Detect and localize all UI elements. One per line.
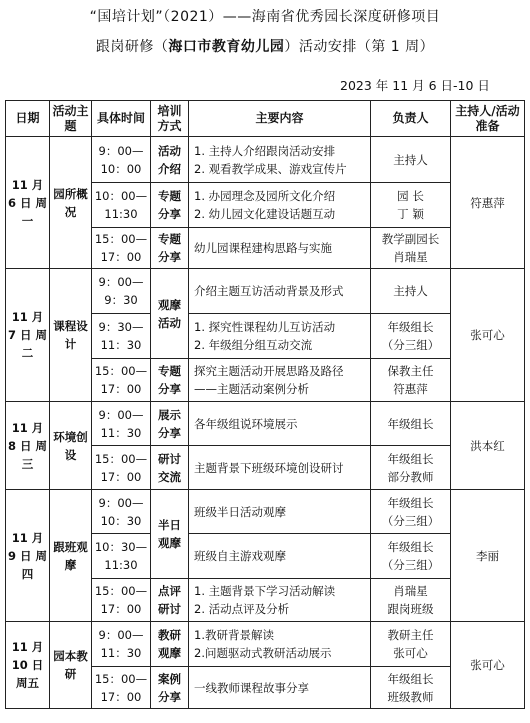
owner-cell: 年级组长 （分三组） xyxy=(371,314,451,359)
mode-cell: 专题分享 xyxy=(151,228,189,269)
content-cell: 介绍主题互访活动背景及形式 xyxy=(189,269,371,314)
owner-cell: 肖瑞星 跟岗班级 xyxy=(371,579,451,622)
content-cell: 班级自主游戏观摩 xyxy=(189,534,371,579)
table-header-row xyxy=(6,101,525,137)
table-row xyxy=(6,137,525,183)
mode-cell: 教研观摩 xyxy=(151,622,189,667)
mode-cell: 半日观摩 xyxy=(151,490,189,579)
col-header-owner: 负责人 xyxy=(371,101,451,137)
owner-cell: 保教主任 符惠萍 xyxy=(371,359,451,402)
document-title: “国培计划”（2021）——海南省优秀园长深度研修项目 xyxy=(89,9,441,25)
time-cell: 9：00—11：30 xyxy=(92,402,151,446)
mode-cell: 案例分享 xyxy=(151,667,189,709)
host-cell: 张可心 xyxy=(451,269,525,402)
time-cell: 9：00—9：30 xyxy=(92,269,151,314)
day-theme: 课程设计 xyxy=(50,269,92,402)
table-row xyxy=(6,622,525,667)
col-header-host: 主持人/活动准备 xyxy=(451,101,525,137)
time-cell: 15：00—17：00 xyxy=(92,579,151,622)
day-theme: 跟班观摩 xyxy=(50,490,92,622)
mode-cell: 观摩活动 xyxy=(151,269,189,359)
col-header-mode: 培训方式 xyxy=(151,101,189,137)
mode-cell: 研讨交流 xyxy=(151,446,189,490)
day-date: 11 月 8 日 周三 xyxy=(6,402,50,490)
table-row xyxy=(6,269,525,314)
host-cell: 李丽 xyxy=(451,490,525,622)
date-range: 2023 年 11 月 6 日-10 日 xyxy=(340,78,490,93)
owner-cell: 年级组长 班级教师 xyxy=(371,667,451,709)
owner-cell: 园 长 丁 颖 xyxy=(371,183,451,228)
table-row xyxy=(6,490,525,534)
content-cell: 1. 主持人介绍跟岗活动安排 2. 观看教学成果、游戏宣传片 xyxy=(189,137,371,183)
host-cell: 洪本红 xyxy=(451,402,525,490)
mode-cell: 点评研讨 xyxy=(151,579,189,622)
col-header-theme: 活动主题 xyxy=(50,101,92,137)
time-cell: 15：00—17：00 xyxy=(92,228,151,269)
schedule-table xyxy=(5,100,525,709)
time-cell: 9：00—11：30 xyxy=(92,622,151,667)
owner-cell: 年级组长 （分三组） xyxy=(371,534,451,579)
day-date: 11 月 9 日 周四 xyxy=(6,490,50,622)
col-header-date: 日期 xyxy=(6,101,50,137)
day-theme: 园本教研 xyxy=(50,622,92,709)
time-cell: 10：00—11:30 xyxy=(92,183,151,228)
owner-cell: 主持人 xyxy=(371,137,451,183)
host-cell: 符惠萍 xyxy=(451,137,525,269)
owner-cell: 年级组长 （分三组） xyxy=(371,490,451,534)
content-cell: 1.教研背景解读 2.问题驱动式教研活动展示 xyxy=(189,622,371,667)
content-cell: 1. 主题背景下学习活动解读 2. 活动点评及分析 xyxy=(189,579,371,622)
table-row xyxy=(6,402,525,446)
mode-cell: 专题分享 xyxy=(151,359,189,402)
content-cell: 班级半日活动观摩 xyxy=(189,490,371,534)
col-header-time: 具体时间 xyxy=(92,101,151,137)
day-date: 11 月 10 日 周五 xyxy=(6,622,50,709)
mode-cell: 专题分享 xyxy=(151,183,189,228)
time-cell: 9：00—10：00 xyxy=(92,137,151,183)
content-cell: 1. 探究性课程幼儿互访活动 2. 年级组分组互动交流 xyxy=(189,314,371,359)
document-subtitle: 跟岗研修（海口市教育幼儿园）活动安排（第 1 周） xyxy=(95,39,435,55)
owner-cell: 主持人 xyxy=(371,269,451,314)
owner-cell: 年级组长 xyxy=(371,402,451,446)
time-cell: 9：00—10：30 xyxy=(92,490,151,534)
day-date: 11 月 6 日 周一 xyxy=(6,137,50,269)
time-cell: 9：30—11：30 xyxy=(92,314,151,359)
content-cell: 一线教师课程故事分享 xyxy=(189,667,371,709)
owner-cell: 教学副园长 肖瑞星 xyxy=(371,228,451,269)
content-cell: 探究主题活动开展思路及路径 ——主题活动案例分析 xyxy=(189,359,371,402)
owner-cell: 年级组长 部分教师 xyxy=(371,446,451,490)
time-cell: 15：00—17：00 xyxy=(92,667,151,709)
day-theme: 园所概况 xyxy=(50,137,92,269)
content-cell: 1. 办园理念及园所文化介绍 2. 幼儿园文化建设话题互动 xyxy=(189,183,371,228)
day-theme: 环境创设 xyxy=(50,402,92,490)
content-cell: 各年级组说环境展示 xyxy=(189,402,371,446)
mode-cell: 活动介绍 xyxy=(151,137,189,183)
content-cell: 幼儿园课程建构思路与实施 xyxy=(189,228,371,269)
owner-cell: 教研主任 张可心 xyxy=(371,622,451,667)
time-cell: 15：00—17：00 xyxy=(92,446,151,490)
time-cell: 10：30—11:30 xyxy=(92,534,151,579)
host-cell: 张可心 xyxy=(451,622,525,709)
day-date: 11 月 7 日 周二 xyxy=(6,269,50,402)
content-cell: 主题背景下班级环境创设研讨 xyxy=(189,446,371,490)
col-header-content: 主要内容 xyxy=(189,101,371,137)
time-cell: 15：00—17：00 xyxy=(92,359,151,402)
mode-cell: 展示分享 xyxy=(151,402,189,446)
